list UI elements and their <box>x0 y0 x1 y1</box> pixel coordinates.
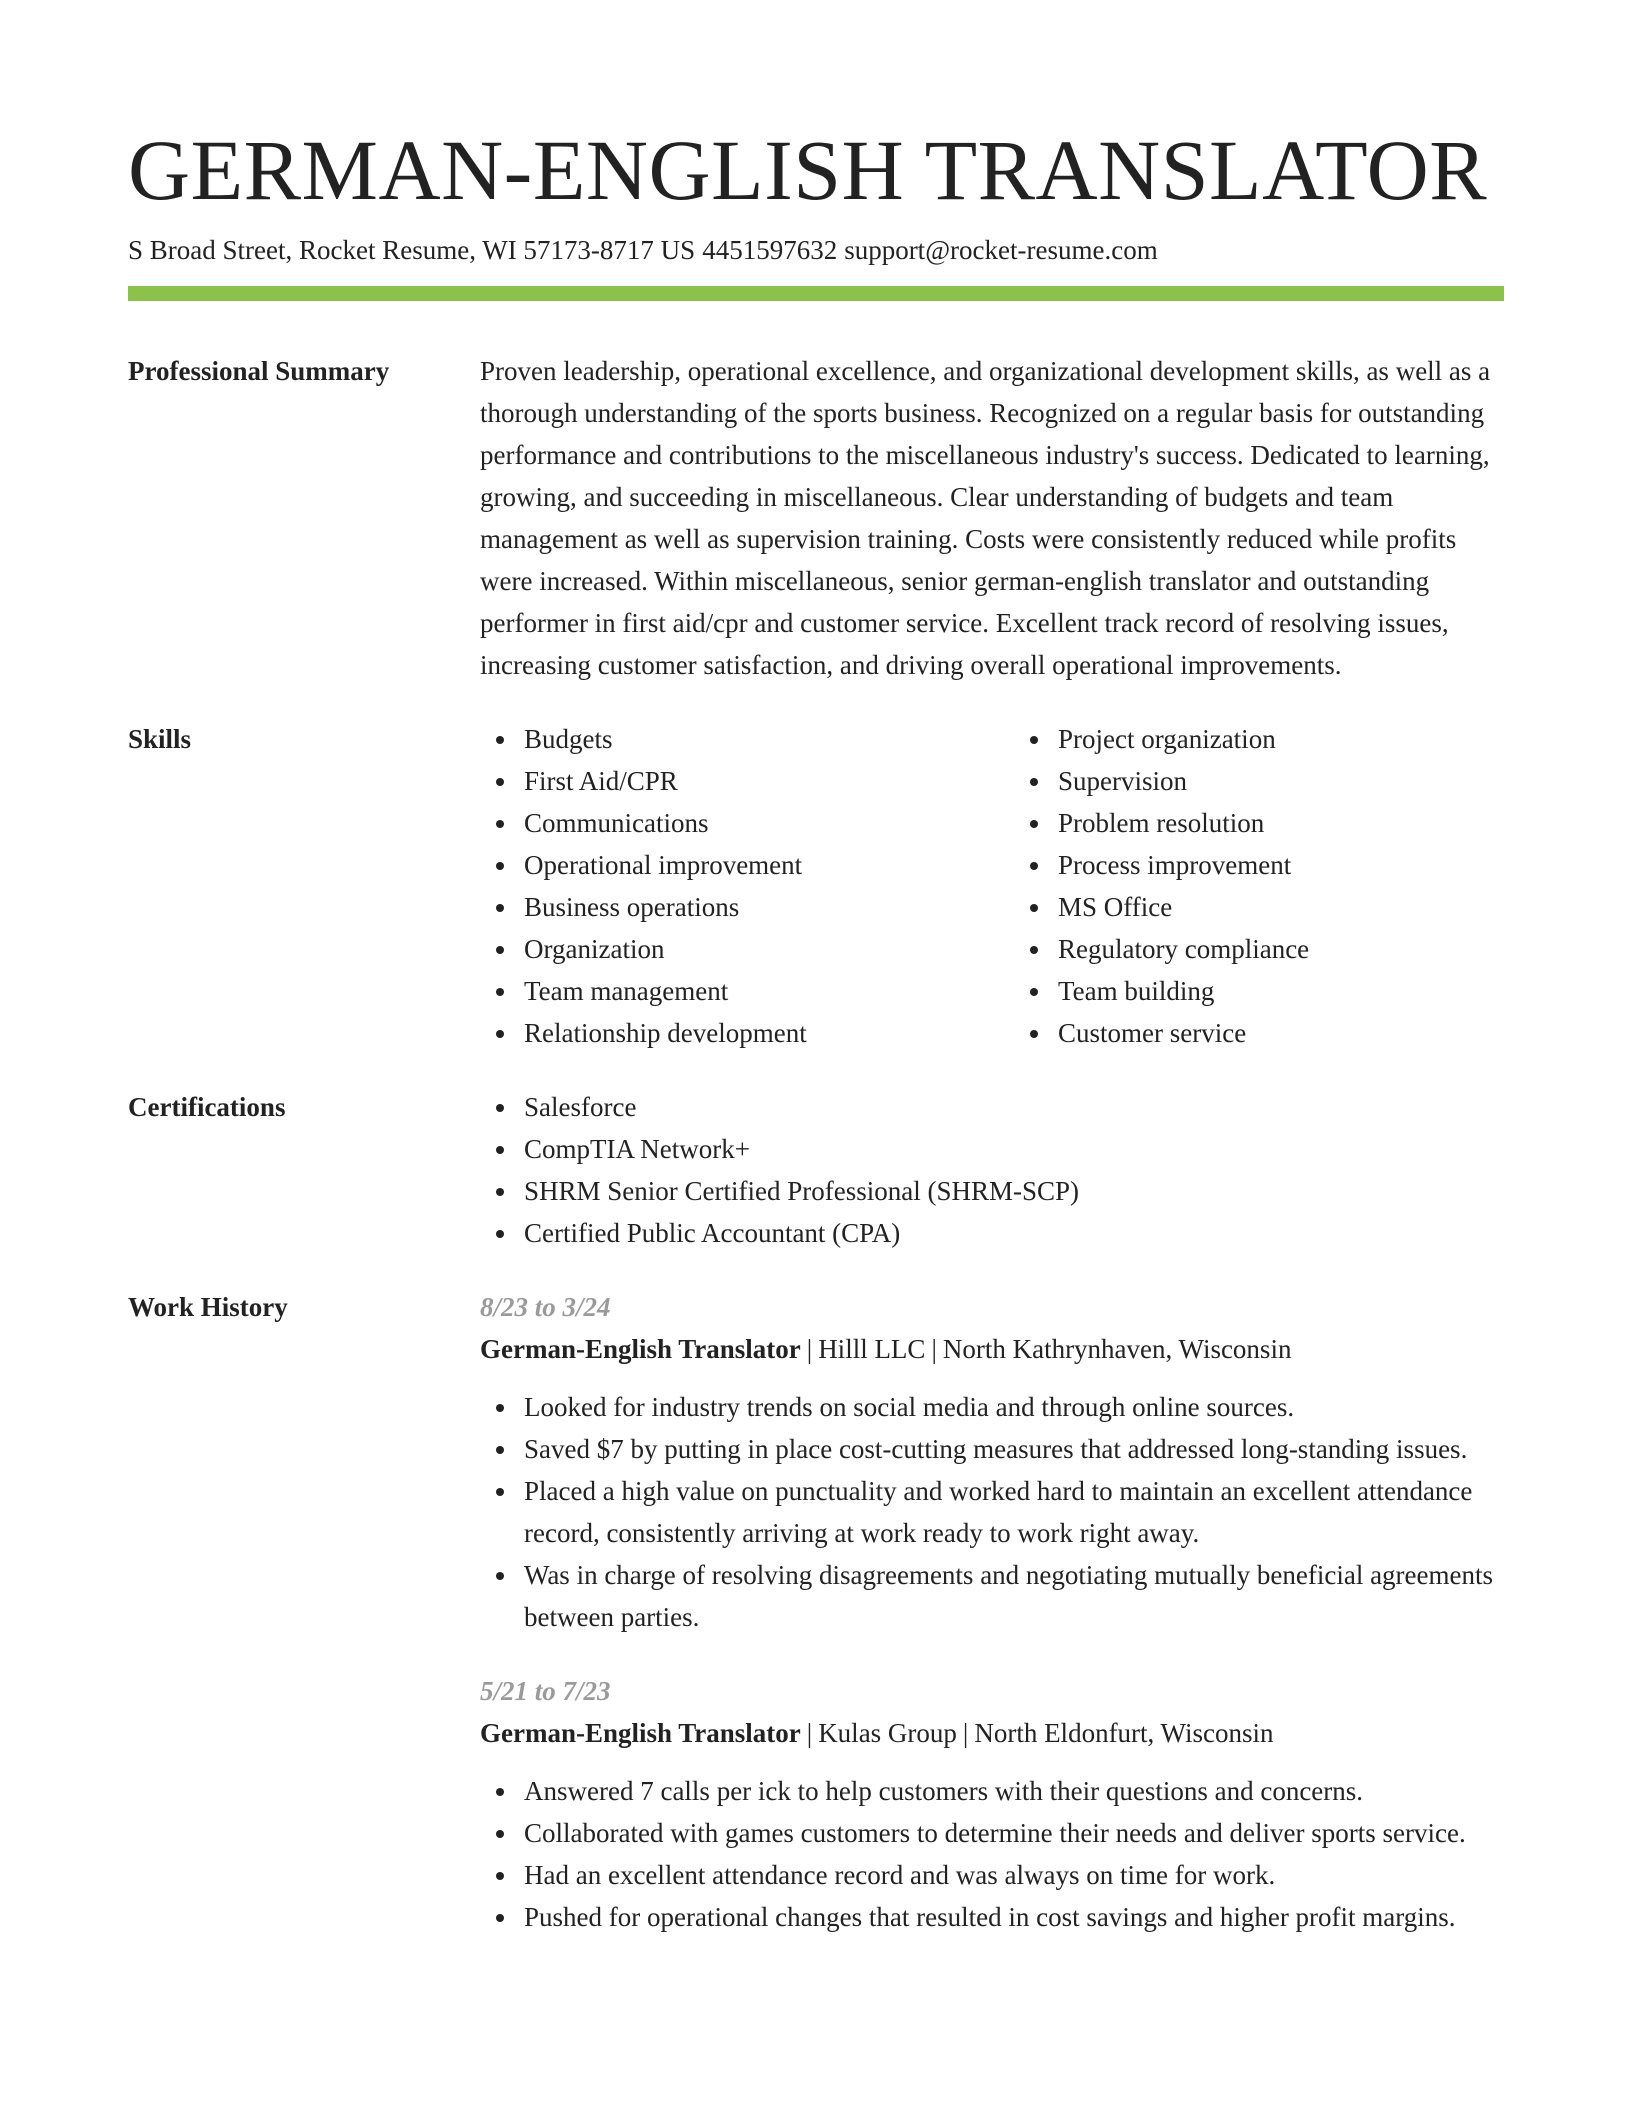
job-entry <box>480 1670 1504 1938</box>
resume-title: GERMAN-ENGLISH TRANSLATOR <box>128 122 1488 218</box>
section-label-skills: Skills <box>128 724 192 754</box>
skill-item: Supervision <box>1058 760 1504 802</box>
job-location: North Eldonfurt, Wisconsin <box>974 1718 1274 1748</box>
job-heading <box>480 1712 1504 1754</box>
summary-section <box>128 350 1504 686</box>
job-separator: | <box>806 1334 813 1364</box>
skill-item: Customer service <box>1058 1012 1504 1054</box>
job-separator: | <box>931 1334 937 1364</box>
skill-item: Regulatory compliance <box>1058 928 1504 970</box>
job-company: Kulas Group <box>818 1718 957 1748</box>
summary-text: Proven leadership, operational excellence, and organizational development skills, as well as a thorough understanding of the sports business. Recognized on a regular basis for outstanding performance and contributions to the miscellaneous industry's success. Dedicated to learning, growing, and succeeding in miscellaneous. Clear understanding of budgets and team management as well as supervision training. Costs were consistently reduced while profits were increased. Within miscellaneous, senior german-english translator and outstanding performer in first aid/cpr and customer service. Excellent track record of resolving issues, increasing customer satisfaction, and driving overall operational improvements. <box>480 356 1491 680</box>
certification-item: SHRM Senior Certified Professional (SHRM-SCP) <box>524 1170 1504 1212</box>
certification-item: Salesforce <box>524 1086 1504 1128</box>
contact-phone: 4451597632 <box>702 235 838 265</box>
skill-item: Business operations <box>524 886 970 928</box>
job-title: German-English Translator <box>480 1334 801 1364</box>
work-history-section <box>128 1286 1504 1938</box>
job-bullets <box>480 1770 1504 1938</box>
contact-line <box>128 232 1158 268</box>
job-bullet: Pushed for operational changes that resulted in cost savings and higher profit margins. <box>524 1896 1504 1938</box>
job-dates: 8/23 to 3/24 <box>480 1292 611 1322</box>
section-label-certifications: Certifications <box>128 1092 286 1122</box>
certifications-list <box>480 1086 1504 1254</box>
job-bullet: Was in charge of resolving disagreements and negotiating mutually beneficial agreements between parties. <box>524 1554 1504 1638</box>
job-bullets <box>480 1386 1504 1638</box>
skill-item: Budgets <box>524 718 970 760</box>
skill-item: Relationship development <box>524 1012 970 1054</box>
job-entry <box>480 1286 1504 1638</box>
section-label-summary: Professional Summary <box>128 356 390 386</box>
skill-item: Project organization <box>1058 718 1504 760</box>
skill-item: Organization <box>524 928 970 970</box>
skill-item: Process improvement <box>1058 844 1504 886</box>
job-title: German-English Translator <box>480 1718 801 1748</box>
skill-item: Team management <box>524 970 970 1012</box>
job-bullet: Looked for industry trends on social media and through online sources. <box>524 1386 1504 1428</box>
skill-item: Communications <box>524 802 970 844</box>
skill-item: First Aid/CPR <box>524 760 970 802</box>
job-heading <box>480 1328 1504 1370</box>
contact-email: support@rocket-resume.com <box>844 235 1158 265</box>
skill-item: MS Office <box>1058 886 1504 928</box>
certification-item: Certified Public Accountant (CPA) <box>524 1212 1504 1254</box>
job-location: North Kathrynhaven, Wisconsin <box>942 1334 1292 1364</box>
skills-section <box>128 718 1504 1054</box>
section-label-work-history: Work History <box>128 1292 288 1322</box>
job-bullet: Saved $7 by putting in place cost-cutting measures that addressed long-standing issues. <box>524 1428 1504 1470</box>
job-bullet: Placed a high value on punctuality and worked hard to maintain an excellent attendance record, consistently arriving at work ready to work right away. <box>524 1470 1504 1554</box>
skills-list-left <box>480 718 970 1054</box>
certification-item: CompTIA Network+ <box>524 1128 1504 1170</box>
job-separator: | <box>806 1718 813 1748</box>
job-bullet: Collaborated with games customers to determine their needs and deliver sports service. <box>524 1812 1504 1854</box>
job-company: Hilll LLC <box>818 1334 926 1364</box>
accent-divider <box>128 286 1504 301</box>
skills-list-right <box>1014 718 1504 1054</box>
skill-item: Team building <box>1058 970 1504 1012</box>
certifications-section <box>128 1086 1504 1254</box>
job-separator: | <box>962 1718 969 1748</box>
skill-item: Operational improvement <box>524 844 970 886</box>
job-bullet: Had an excellent attendance record and was always on time for work. <box>524 1854 1504 1896</box>
resume-sections <box>128 350 1504 1970</box>
job-dates: 5/21 to 7/23 <box>480 1676 611 1706</box>
skill-item: Problem resolution <box>1058 802 1504 844</box>
job-bullet: Answered 7 calls per ick to help customers with their questions and concerns. <box>524 1770 1504 1812</box>
contact-address: S Broad Street, Rocket Resume, WI 57173-8717 US <box>128 235 696 265</box>
